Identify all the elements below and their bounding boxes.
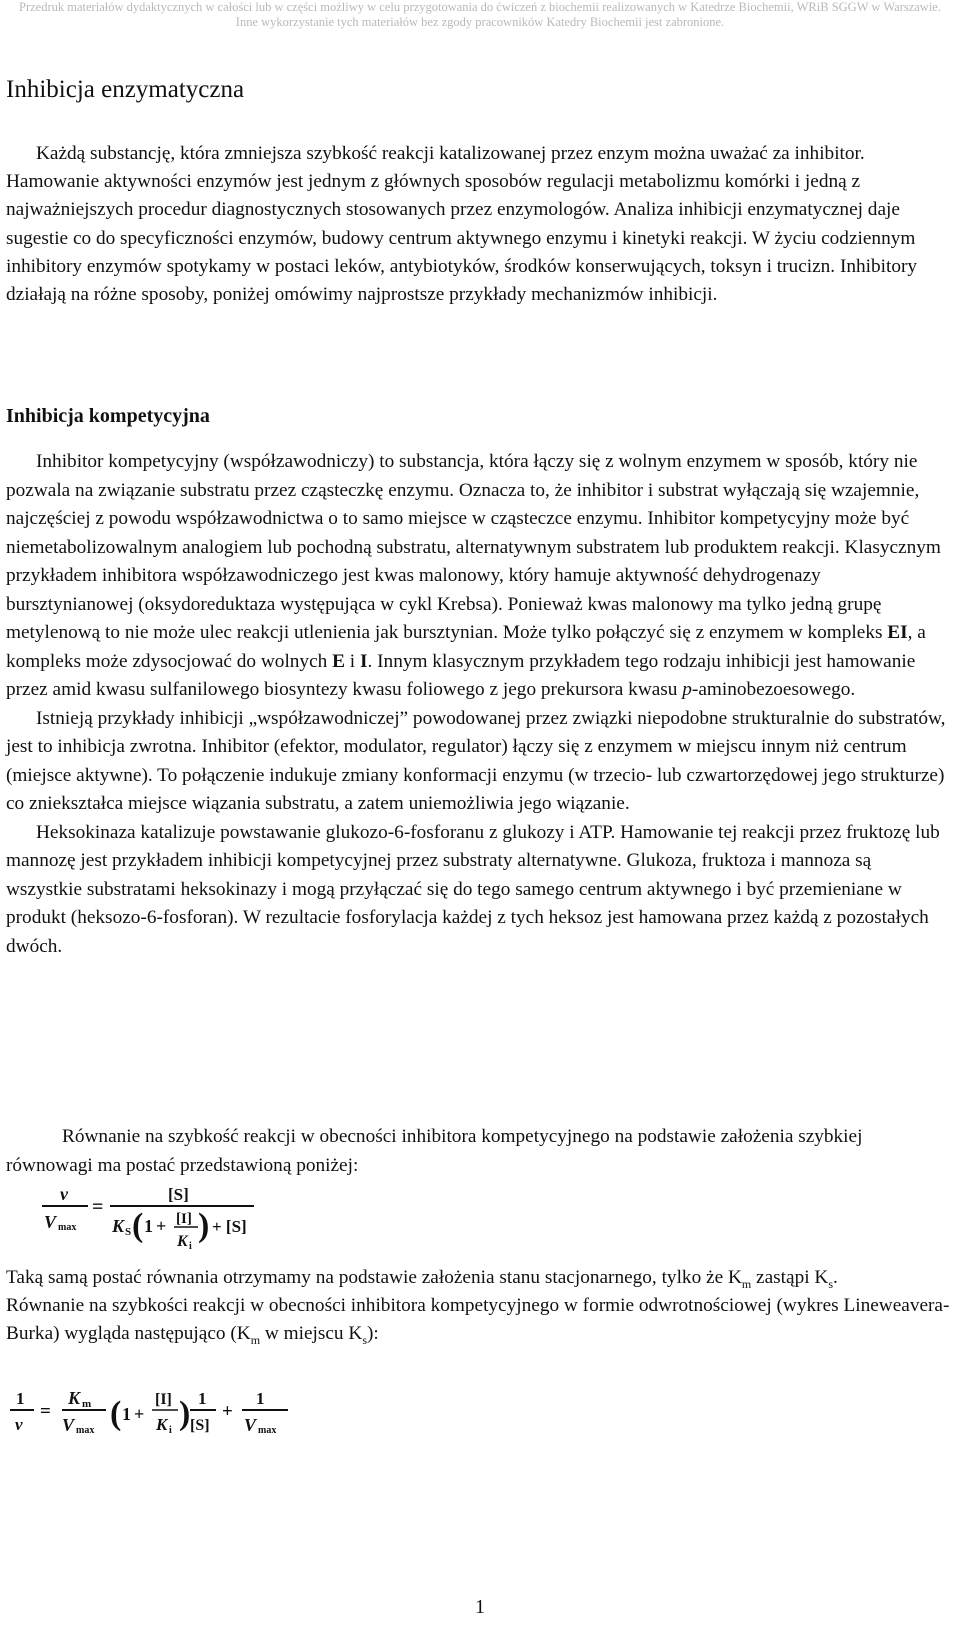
eq1-equals: =: [92, 1196, 104, 1218]
steady-state-note: [6, 1264, 952, 1348]
eq2-open-paren: (: [110, 1395, 122, 1432]
header-line-1: Przedruk materiałów dydaktycznych w całości lub w części możliwy w celu przygotowania do ćwiczeń z biochemii realizowanych w Katedrze Biochemii, WRiB SGGW w Warszawie.: [19, 0, 941, 14]
eq2-one-c: 1: [198, 1389, 207, 1408]
inhibitor-i: I: [359, 650, 368, 672]
para5-text-1: Taką samą postać równania otrzymamy na podstawie założenia stanu stacjonarnego, tylko że K: [6, 1267, 742, 1288]
section-title: Inhibicja kompetycyjna: [6, 405, 210, 427]
eq2-s: [S]: [190, 1417, 210, 1434]
para6-text-2: w miejscu K: [260, 1323, 363, 1344]
para6-text-1: Równanie na szybkości reakcji w obecności inhibitora kompetycyjnego w formie odwrotnościowej (wykres Lineweavera-Burka) wygląda następująco (K: [6, 1295, 950, 1344]
paragraph-steady-state: [6, 1264, 952, 1292]
intro-text: Każdą substancję, która zmniejsza szybkość reakcji katalizowanej przez enzym można uważać za inhibitor. Hamowanie aktywności enzymów jest jednym z głównych sposobów regulacji metabolizmu komórki i jedną z najważniejszych procedur diagnostycznych stosowanych przez enzymologów. Analiza inhibicji enzymatycznej daje sugestie co do specyficzności enzymów, budowy centrum aktywnego enzymu i kinetyki reakcji. W życiu codziennym inhibitory enzymów spotykamy w postaci leków, antybiotyków, środków konserwujących, toksyn i trucizn. Inhibitory działają na różne sposoby, poniżej omówimy najprostsze przykłady mechanizmów inhibicji.: [6, 143, 918, 306]
complex-ei: EI: [887, 622, 908, 643]
equation-rapid-equilibrium: [40, 1180, 280, 1260]
paragraph-lineweaver-burk: [6, 1292, 952, 1348]
eq2-one-d: 1: [256, 1389, 265, 1408]
para5-text-2: zastąpi K: [751, 1267, 829, 1288]
eq1-close-paren: ): [198, 1207, 210, 1244]
eq2-km: K: [68, 1388, 81, 1408]
eq1-one: 1: [144, 1216, 153, 1236]
eq1-open-paren: (: [132, 1207, 144, 1244]
eq2-one: 1: [16, 1389, 25, 1408]
eq1-vmax: V: [44, 1212, 57, 1232]
para1-and: i: [344, 650, 360, 672]
para1-text-3: . Innym klasycznym przykładem tego rodzaju inhibicji jest hamowanie przez amid kwasu sulfanilowego biosyntezy kwasu foliowego z jego prekursora kwasu: [6, 650, 916, 700]
eq2-vmax2-sub: max: [258, 1425, 277, 1436]
para1-text-4: -aminobezoesowego.: [691, 679, 856, 700]
eq1-plus: +: [156, 1216, 167, 1236]
intro-paragraph: [6, 140, 952, 309]
eq1-ks-sub: S: [125, 1226, 132, 1238]
eq2-ki: K: [156, 1415, 168, 1434]
eq2-ki-sub: i: [169, 1425, 172, 1436]
page-number: 1: [475, 1596, 485, 1618]
eq2-km-sub: m: [82, 1398, 92, 1410]
para1-text-1: Inhibitor kompetycyjny (współzawodniczy) to substancja, która łączy się z wolnym enzymem w sposób, który nie pozwala na związanie substratu przez cząsteczkę enzymu. Oznacza to, że inhibitor i substrat wyłączają się wzajemnie, najczęściej z powodu współzawodnictwa o to samo miejsce w cząsteczce enzymu. Inhibitor kompetycyjny może być niemetabolizowalnym analogiem lub pochodną substratu, alternatywnym substratem lub produktem reakcji. Klasycznym przykładem inhibitora współzawodniczego jest kwas malonowy, który hamuje aktywność dehydrogenazy bursztynianowej (oksydoreduktaza występująca w cykl Krebsa). Ponieważ kwas malonowy ma tylko jedną grupę metylenową to nie może ulec reakcji utlenienia jak bursztynian. Może tylko połączyć się z enzymem w kompleks: [6, 451, 941, 643]
paragraph-rate-equation: Równanie na szybkość reakcji w obecności inhibitora kompetycyjnego na podstawie założenia szybkiej równowagi ma postać przedstawioną poniżej:: [6, 1126, 863, 1176]
eq2-vmax-sub: max: [76, 1425, 95, 1436]
equation-intro: [6, 1123, 952, 1180]
eq1-ks: K: [112, 1216, 125, 1236]
header-line-2: Inne wykorzystanie tych materiałów bez zgody pracowników Katedry Biochemii jest zabronione.: [235, 15, 725, 29]
page-header-notice: [0, 0, 960, 30]
eq1-plus-s: + [S]: [212, 1217, 247, 1236]
eq2-plus-b: +: [222, 1401, 233, 1422]
eq2-close-paren: ): [179, 1395, 191, 1432]
eq1-v: v: [60, 1184, 68, 1204]
eq2-plus: +: [134, 1404, 145, 1424]
section-body: [6, 448, 952, 961]
para5-text-3: .: [833, 1267, 838, 1288]
para6-text-3: ):: [366, 1323, 379, 1344]
page-title: Inhibicja enzymatyczna: [6, 76, 245, 103]
para6-sub-m: m: [250, 1332, 261, 1347]
eq1-ki: K: [177, 1233, 188, 1250]
para5-sub-m: m: [741, 1276, 752, 1291]
paragraph-hexokinase: Heksokinaza katalizuje powstawanie glukozo-6-fosforanu z glukozy i ATP. Hamowanie tej reakcji przez fruktozę lub mannozę jest przykładem inhibicji kompetycyjnej przez substraty alternatywne. Glukoza, fruktoza i mannoza są wszystkie substratami heksokinazy i mogą przyłączać się do tego samego centrum aktywnego i być przemieniane w produkt (heksozo-6-fosforan). W rezultacie fosforylacja każdej z tych heksoz jest hamowana przez każdą z pozostałych dwóch.: [6, 821, 940, 957]
eq1-numerator: [S]: [168, 1185, 189, 1204]
para-prefix: p: [682, 679, 692, 700]
para1-text-2: , a kompleks może zdysocjować do wolnych: [6, 622, 926, 672]
enzyme-e: E: [332, 650, 345, 672]
eq2-one-b: 1: [122, 1404, 131, 1424]
eq1-ki-sub: i: [189, 1241, 192, 1252]
para6-sub-s: s: [362, 1332, 367, 1347]
eq2-v: v: [15, 1415, 23, 1434]
para5-sub-s: s: [828, 1276, 834, 1291]
eq2-equals: =: [40, 1401, 51, 1422]
equation-lineweaver-burk: [6, 1382, 326, 1452]
paragraph-feedback-inhibition: Istnieją przykłady inhibicji „współzawodniczej” powodowanej przez związki niepodobne strukturalnie do substratów, jest to inhibicja zwrotna. Inhibitor (efektor, modulator, regulator) łączy się z enzymem w miejscu innym niż centrum (miejsce aktywne). To połączenie indukuje zmiany konformacji enzymu (w trzecio- lub czwartorzędowej jego strukturze) co zniekształca miejsce wiązania substratu, a zatem uniemożliwia jego wiązanie.: [6, 707, 946, 814]
eq2-vmax2: V: [244, 1415, 257, 1435]
eq1-vmax-sub: max: [58, 1222, 77, 1233]
paragraph-competitive-inhibitor: [6, 448, 952, 705]
eq2-vmax: V: [62, 1415, 75, 1435]
eq2-inhibitor: [I]: [155, 1391, 172, 1408]
eq1-inhibitor: [I]: [176, 1211, 192, 1227]
